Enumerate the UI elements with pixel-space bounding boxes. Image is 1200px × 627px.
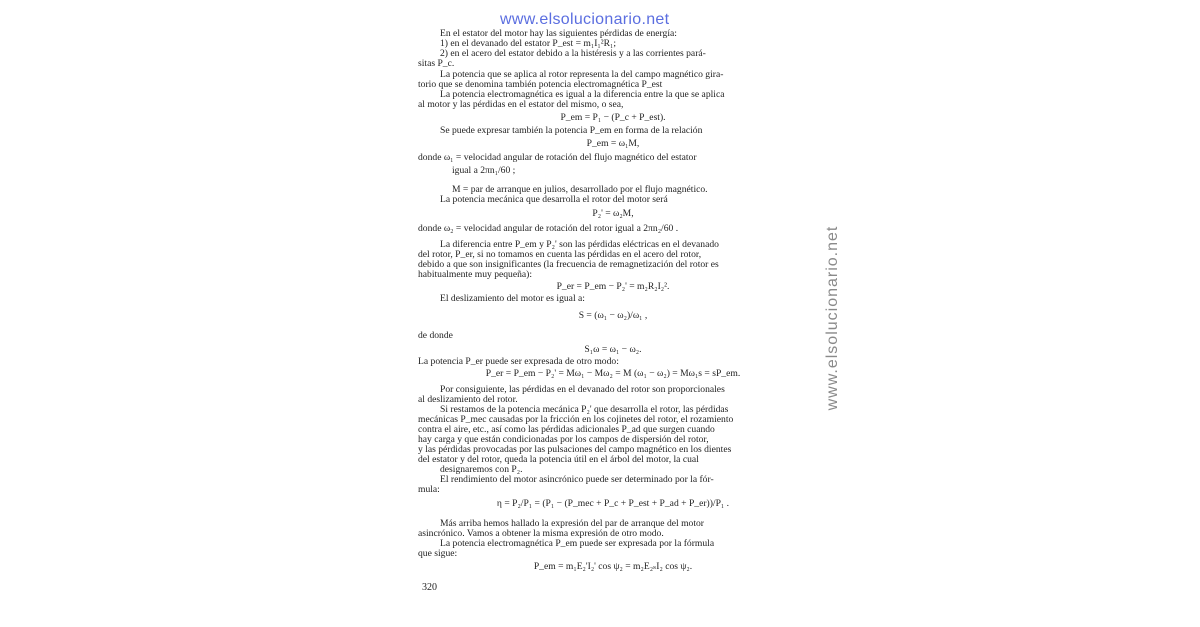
text-line: asincrónico. Vamos a obtener la misma expresión de otro modo. <box>418 528 664 539</box>
text-line: donde ω₁ = velocidad angular de rotación del flujo magnético del estator <box>418 152 697 163</box>
text-line: debido a que son insignificantes (la frecuencia de remagnetización del rotor es <box>418 259 719 270</box>
text-line: El deslizamiento del motor es igual a: <box>440 293 585 304</box>
formula-line: P_er = P_em − P₂' = m₂R₂I₂². <box>556 281 670 292</box>
text-line: La potencia P_er puede ser expresada de otro modo: <box>418 356 619 367</box>
text-line: habitualmente muy pequeña): <box>418 269 533 280</box>
text-line: igual a 2πn₁/60 ; <box>452 165 516 176</box>
text-line: El rendimiento del motor asincrónico puede ser determinado por la fór- <box>440 474 714 485</box>
text-line: La diferencia entre P_em y P₂' son las pérdidas eléctricas en el devanado <box>440 239 719 250</box>
text-line: del rotor, P_er, si no tomamos en cuenta las pérdidas en el acero del rotor, <box>418 249 702 260</box>
text-line: contra el aire, etc., así como las pérdidas adicionales P_ad que surgen cuando <box>418 424 715 435</box>
scanned-page <box>418 28 808 598</box>
formula-line: P_em = m₁E₂'I₂' cos ψ₂ = m₂E₂ₛI₂ cos ψ₂. <box>533 561 693 572</box>
text-line: Se puede expresar también la potencia P_em en forma de la relación <box>440 125 703 136</box>
text-line: sitas P_c. <box>418 58 455 69</box>
text-line: del estator y del rotor, queda la potencia útil en el árbol del motor, la cual <box>418 454 699 465</box>
formula-line: P_em = ω₁M, <box>586 138 640 149</box>
text-line: La potencia mecánica que desarrolla el rotor del motor será <box>440 194 668 205</box>
text-line: La potencia electromagnética P_em puede ser expresada por la fórmula <box>440 538 715 549</box>
page-number: 320 <box>422 582 437 593</box>
text-line: al motor y las pérdidas en el estator del mismo, o sea, <box>418 99 624 110</box>
text-line: torio que se denomina también potencia electromagnética P_est <box>418 79 663 90</box>
watermark-top: www.elsolucionario.net <box>500 11 670 28</box>
text-line: M = par de arranque en julios, desarrollado por el flujo magnético. <box>452 184 708 195</box>
text-line: de donde <box>418 330 453 341</box>
text-line: Más arriba hemos hallado la expresión del par de arranque del motor <box>440 518 704 529</box>
text-line: 1) en el devanado del estator P_est = m₁I₁²R₁; <box>440 38 617 49</box>
text-line: Si restamos de la potencia mecánica P₂' que desarrolla el rotor, las pérdidas <box>440 404 729 415</box>
text-line: y las pérdidas provocadas por las pulsaciones del campo magnético en los dientes <box>418 444 732 455</box>
text-line: La potencia que se aplica al rotor representa la del campo magnético gira- <box>440 69 724 80</box>
formula-line: P_em = P₁ − (P_c + P_est). <box>560 112 666 123</box>
text-line: designaremos con P₂. <box>440 464 523 475</box>
formula-line: S = (ω₁ − ω₂)/ω₁ , <box>578 310 648 321</box>
text-line: 2) en el acero del estator debido a la histéresis y a las corrientes pará- <box>440 48 706 59</box>
text-line: donde ω₂ = velocidad angular de rotación del rotor igual a 2πn₂/60 . <box>418 223 679 234</box>
text-line: mecánicas P_mec causadas por la fricción en los cojinetes del rotor, el rozamiento <box>418 414 734 425</box>
formula-line: S₁ω = ω₁ − ω₂. <box>584 344 642 355</box>
text-line: hay carga y que están condicionadas por los campos de dispersión del rotor, <box>418 434 709 445</box>
text-line: al deslizamiento del rotor. <box>418 394 518 405</box>
formula-line: P_er = P_em − P₂' = Mω₁ − Mω₂ = M (ω₁ − ω₂) = Mω₁s = sP_em. <box>485 368 741 379</box>
text-line: Por consiguiente, las pérdidas en el devanado del rotor son proporcionales <box>440 384 725 395</box>
text-line: mula: <box>418 484 440 495</box>
watermark-side: www.elsolucionario.net <box>824 225 841 411</box>
text-line: que sigue: <box>418 548 458 559</box>
formula-line: η = P₂/P₁ = (P₁ − (P_mec + P_c + P_est + P_ad + P_er))/P₁ . <box>496 498 730 509</box>
text-line: En el estator del motor hay las siguientes pérdidas de energía: <box>440 28 677 39</box>
text-line: La potencia electromagnética es igual a la diferencia entre la que se aplica <box>440 89 725 100</box>
formula-line: P₂' = ω₂M, <box>592 208 634 219</box>
